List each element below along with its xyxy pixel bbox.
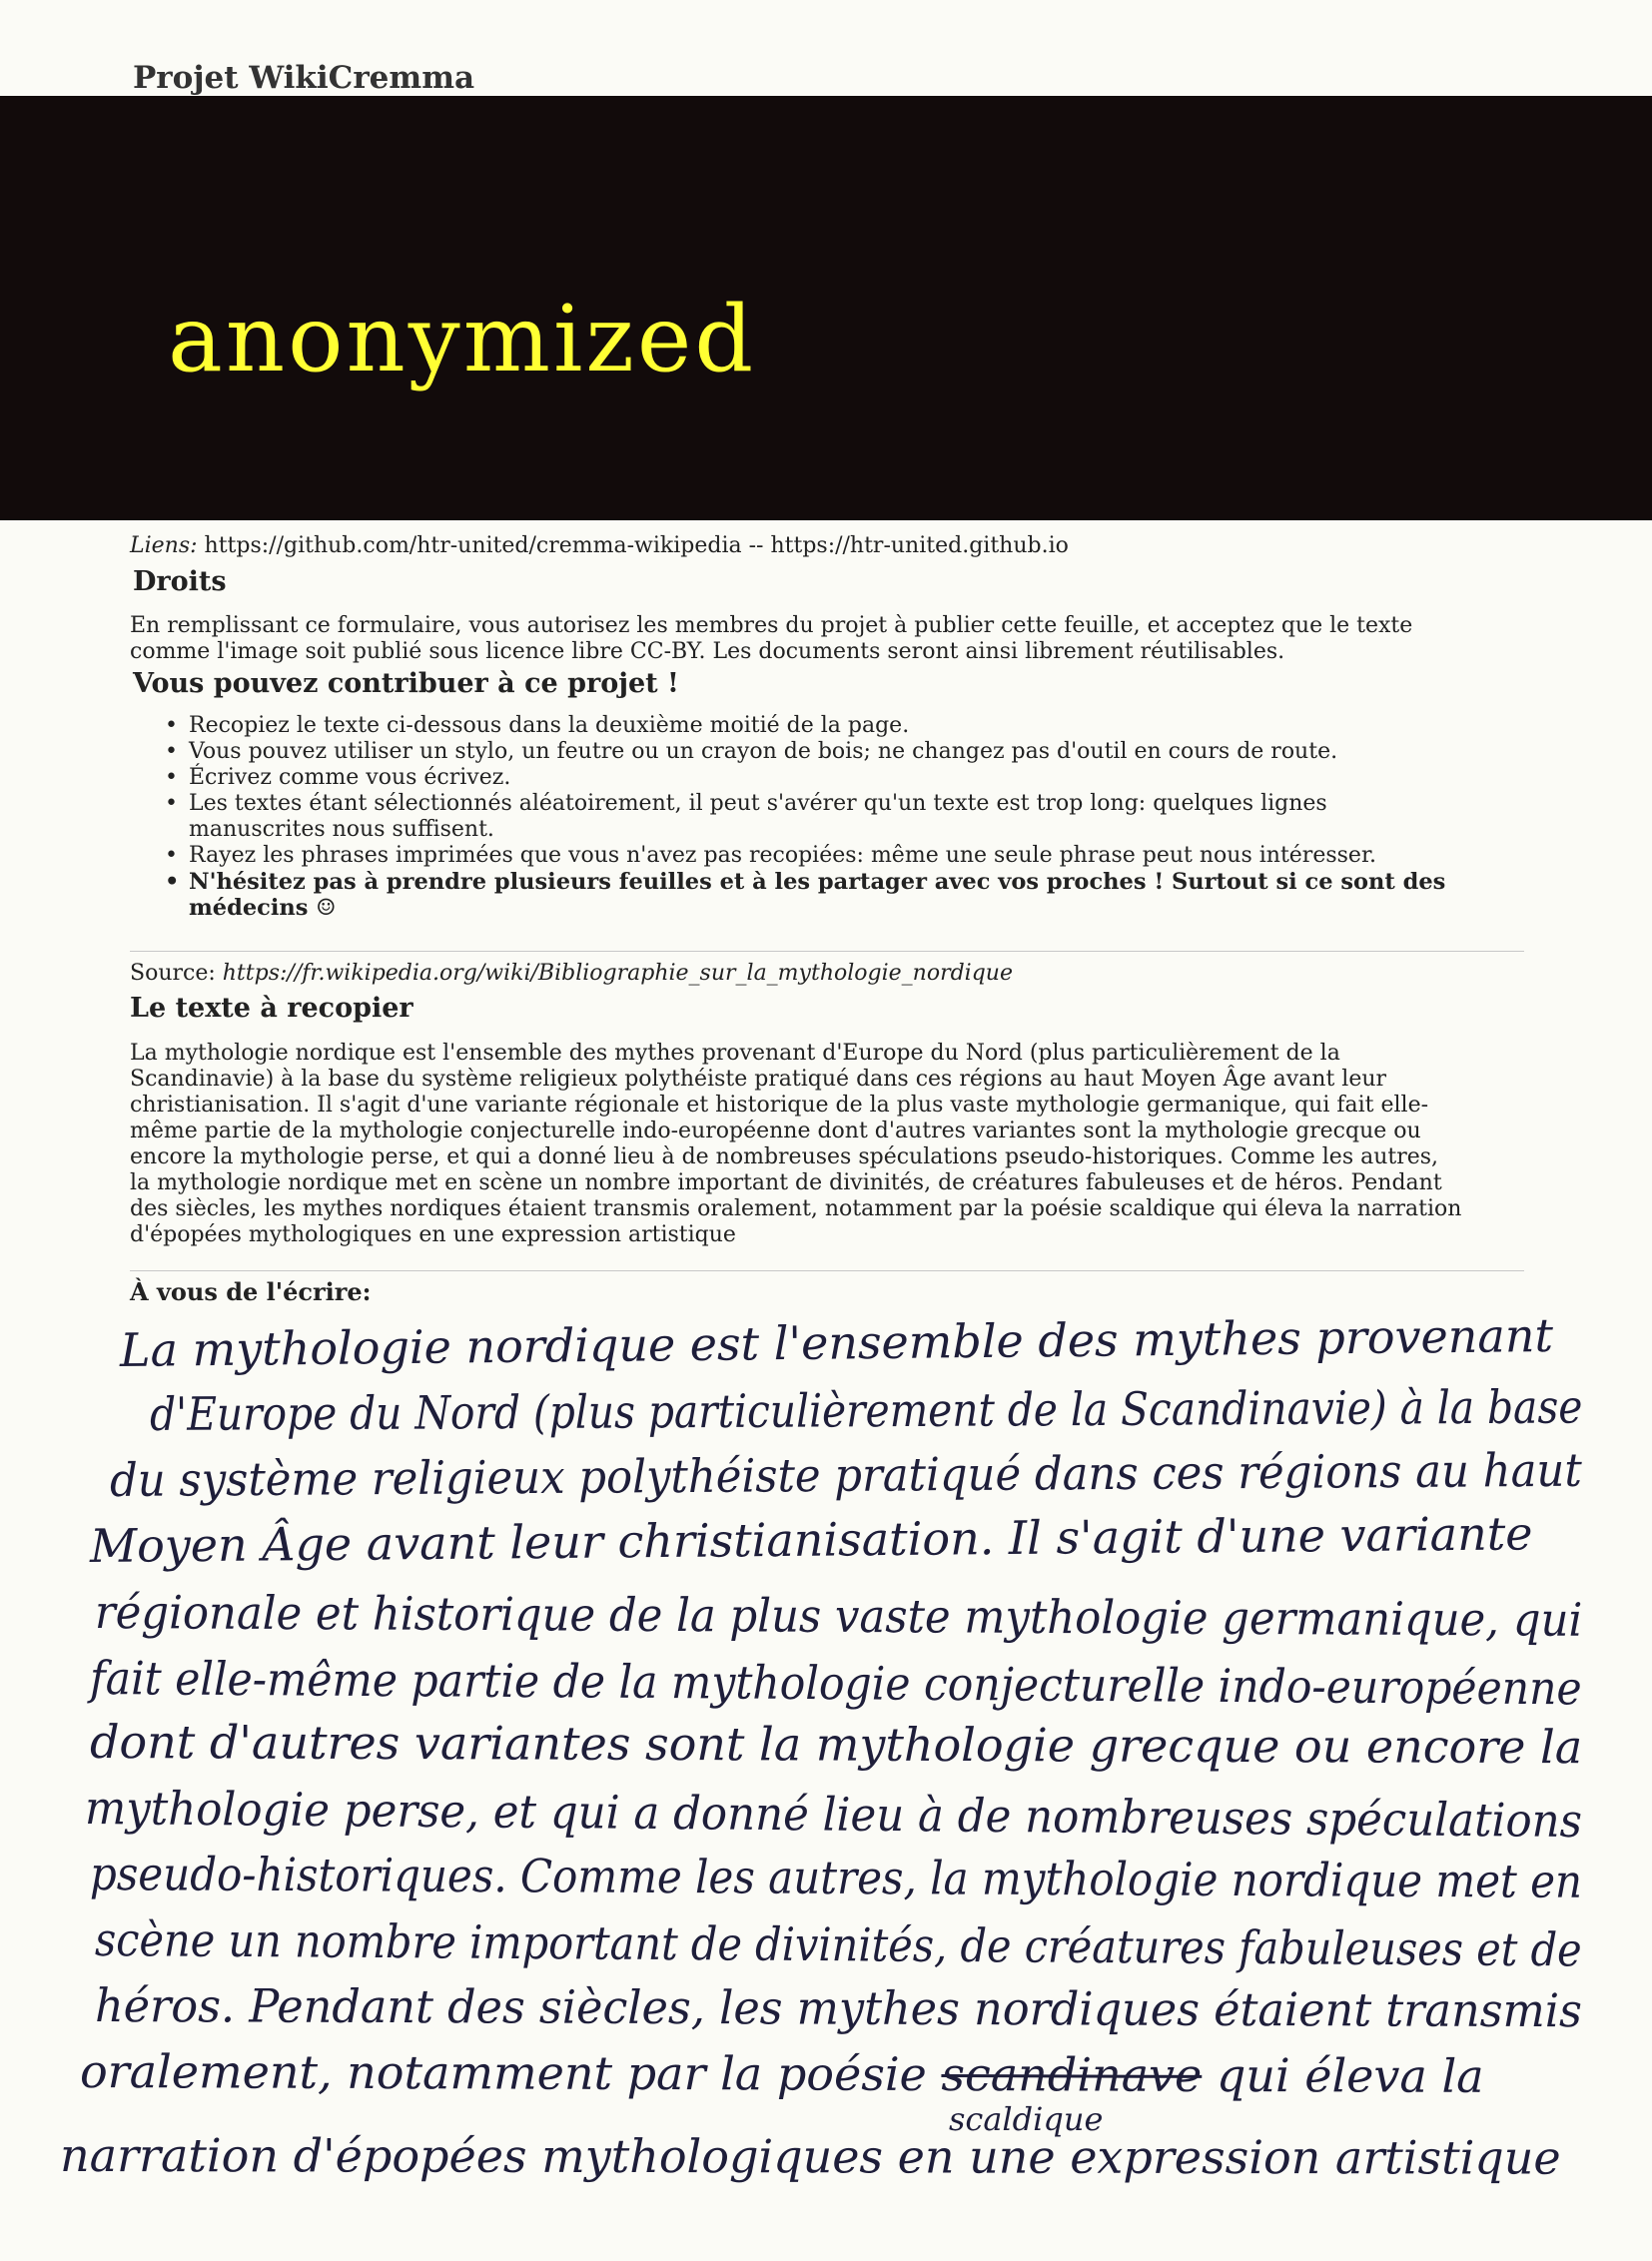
list-item [165,791,1445,843]
droits-line: comme l'image soit publié sous licence libre CC-BY. Les documents seront ainsi librement réutilisables. [130,639,1285,664]
handwritten-segment: qui éleva la [1216,2047,1484,2103]
handwritten-line: pseudo-historiques. Comme les autres, la mythologie nordique met en [89,1847,1583,1908]
list-item [165,713,1445,739]
list-item-text: • Vous pouvez utiliser un stylo, un feutre ou un crayon de bois; ne changez pas d'outil en cours de route. [189,739,1338,764]
list-item-text: • Écrivez comme vous écrivez. [189,765,511,790]
links-label: Liens: [130,533,198,558]
source-label: Source: [130,961,216,986]
list-item-text: • Rayez les phrases imprimées que vous n'avez pas recopiées: même une seule phrase peut nous intéresser. [189,843,1377,868]
redaction-block [0,96,1652,520]
redaction-label: anonymized [168,286,757,392]
inserted-correction: scaldique [949,2100,1104,2138]
text-line: christianisation. Il s'agit d'une variante régionale et historique de la plus vaste mythologie germanique, qui fait elle- [130,1093,1429,1118]
droits-heading: Droits [133,566,227,597]
list-item [165,843,1445,869]
handwritten-segment: oralement, notamment par la poésie [79,2044,927,2101]
form-content [130,533,1528,1306]
list-item-text: manuscrites nous suffisent. [189,817,494,842]
handwritten-line: d'Europe du Nord (plus particulièrement de la Scandinavie) à la base [149,1379,1583,1441]
text-line: même partie de la mythologie conjecturelle indo-européenne dont d'autres variantes sont la mythologie grecque ou [130,1119,1421,1143]
text-line: encore la mythologie perse, et qui a donné lieu à de nombreuses spéculations pseudo-historiques. Comme les autres, [130,1144,1439,1169]
droits-text [130,613,1528,665]
handwritten-line: narration d'épopées mythologiques en une expression artistique [59,2128,1561,2185]
links-line [130,533,1528,559]
list-item-text: • Les textes étant sélectionnés aléatoirement, il peut s'avérer qu'un texte est trop long: quelques lignes [189,791,1327,816]
list-item-text: • Recopiez le texte ci-dessous dans la deuxième moitié de la page. [189,713,910,738]
handwritten-line: héros. Pendant des siècles, les mythes nordiques étaient transmis [94,1978,1582,2038]
text-line: la mythologie nordique met en scène un nombre important de divinités, de créatures fabuleuses et de héros. Pendant [130,1170,1442,1195]
handwritten-line [80,2044,1484,2103]
source-line [130,961,1013,987]
droits-line: En remplissant ce formulaire, vous autorisez les membres du projet à publier cette feuille, et acceptez que le texte [130,613,1413,638]
text-line: La mythologie nordique est l'ensemble des mythes provenant d'Europe du Nord (plus particulièrement de la [130,1041,1340,1066]
handwritten-line: dont d'autres variantes sont la mythologie grecque ou encore la [89,1715,1583,1775]
handwritten-line: La mythologie nordique est l'ensemble des mythes provenant [119,1307,1554,1377]
project-title: Projet WikiCremma [133,60,475,96]
list-item-text: médecins ☺ [189,895,337,921]
text-line: des siècles, les mythes nordiques étaient transmis oralement, notamment par la poésie scaldique qui éleva la narration [130,1196,1462,1221]
handwritten-line: régionale et historique de la plus vaste mythologie germanique, qui [94,1585,1583,1647]
divider [130,1270,1524,1271]
handwritten-line: mythologie perse, et qui a donné lieu à de nombreuses spéculations [84,1781,1583,1849]
contribute-list [165,713,1445,921]
list-item-text: • N'hésitez pas à prendre plusieurs feuilles et à les partager avec vos proches ! Surtout si ce sont des [189,869,1446,895]
list-item [165,869,1445,921]
text-heading: Le texte à recopier [130,993,413,1024]
write-heading: À vous de l'écrire: [130,1277,372,1306]
text-line: d'épopées mythologiques en une expression artistique [130,1222,736,1247]
text-line: Scandinavie) à la base du système religieux polythéiste pratiqué dans ces régions au haut Moyen Âge avant leur [130,1067,1387,1092]
divider [130,951,1524,952]
handwritten-line: fait elle-même partie de la mythologie conjecturelle indo-européenne [89,1651,1582,1716]
text-to-copy [130,1041,1528,1248]
handwritten-line: scène un nombre important de divinités, de créatures fabuleuses et de [94,1912,1582,1977]
list-item [165,739,1445,765]
list-item [165,765,1445,791]
contribute-heading: Vous pouvez contribuer à ce projet ! [133,668,679,699]
handwritten-line: Moyen Âge avant leur christianisation. Il s'agit d'une variante [89,1506,1533,1573]
handwritten-line: du système religieux polythéiste pratiqué dans ces régions au haut [109,1442,1582,1507]
links-value: https://github.com/htr-united/cremma-wikipedia -- https://htr-united.github.io [204,533,1069,558]
struck-word: scandinave [941,2047,1203,2102]
source-url: https://fr.wikipedia.org/wiki/Bibliographie_sur_la_mythologie_nordique [222,961,1013,986]
